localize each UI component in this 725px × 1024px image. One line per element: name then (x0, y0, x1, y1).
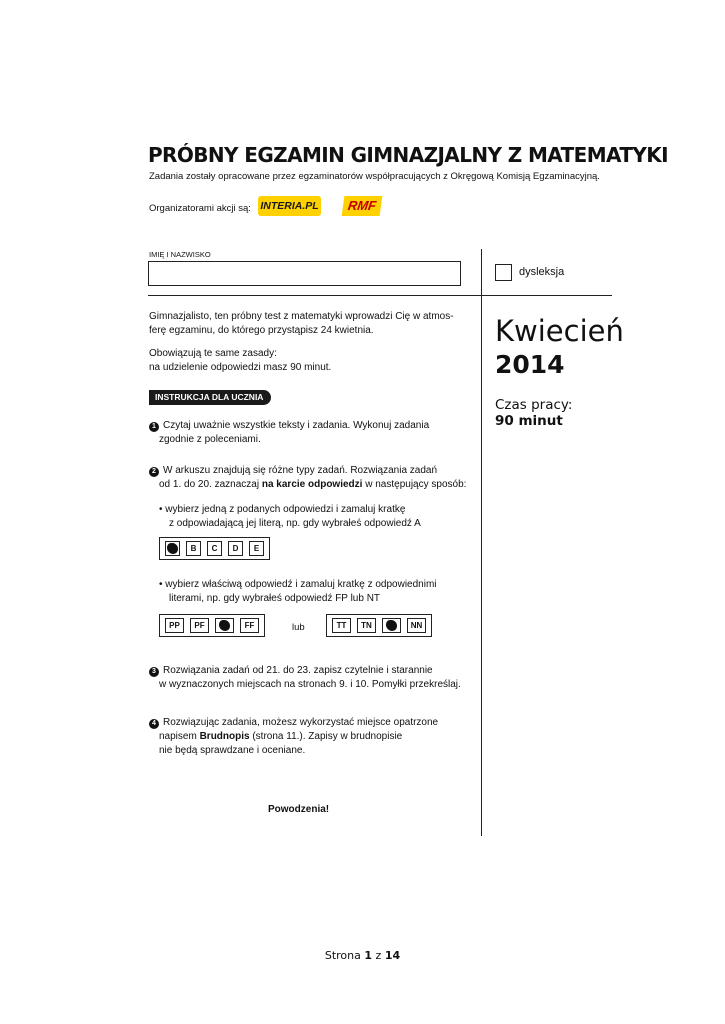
vertical-divider (481, 249, 482, 836)
instruction-emphasis: na karcie odpowiedzi (261, 479, 363, 490)
instruction-item-4 (149, 716, 438, 758)
or-label: lub (292, 622, 305, 633)
bullet-pair-choice (159, 578, 437, 606)
organizers-label: Organizatorami akcji są: (149, 203, 251, 214)
answer-options-pair-1 (159, 614, 265, 637)
instruction-text: Rozwiązania zadań od 21. do 23. zapisz czytelnie i starannie (163, 665, 433, 676)
current-page: 1 (364, 949, 373, 962)
intro-line: Gimnazjalisto, ten próbny test z matematyki wprowadzi Cię w atmos- (149, 311, 454, 322)
time-label: Czas pracy: (495, 397, 573, 413)
instruction-text: (strona 11.). Zapisy w brudnopisie (249, 731, 403, 742)
instruction-text: Czytaj uważnie wszystkie teksty i zadania. Wykonuj zadania (163, 420, 430, 431)
rules-line: na udzielenie odpowiedzi masz 90 minut. (149, 362, 332, 373)
answer-option-nt-filled[interactable] (382, 618, 401, 633)
bullet-icon: • (159, 579, 166, 590)
answer-option-fp-filled[interactable] (215, 618, 234, 633)
answer-option-tt[interactable]: TT (332, 618, 351, 633)
instruction-item-2 (149, 464, 466, 492)
exam-month: Kwiecień (495, 314, 624, 348)
exam-subtitle: Zadania zostały opracowane przez egzaminatorów współpracujących z Okręgową Komisją Egzaminacyjną. (149, 171, 600, 182)
instruction-text: Rozwiązując zadania, możesz wykorzystać miejsce opatrzone (163, 717, 439, 728)
answer-option-pf[interactable]: PF (190, 618, 209, 633)
bullet-text: z odpowiadającą jej literą, np. gdy wybrałeś odpowiedź A (169, 518, 421, 529)
filled-mark-icon (219, 620, 230, 631)
instruction-text: zgodnie z poleceniami. (159, 434, 261, 445)
dyslexia-label: dysleksja (519, 266, 565, 278)
name-label: IMIĘ I NAZWISKO (149, 250, 211, 259)
number-badge: 4 (149, 719, 159, 729)
filled-mark-icon (386, 620, 397, 631)
answer-option-b[interactable]: B (186, 541, 201, 556)
closing-text: Powodzenia! (268, 804, 330, 815)
name-field[interactable] (148, 261, 461, 286)
instruction-text: W arkuszu znajdują się różne typy zadań. Rozwiązania zadań (163, 465, 438, 476)
instruction-emphasis: Brudnopis (199, 731, 250, 742)
answer-option-c[interactable]: C (207, 541, 222, 556)
number-badge: 3 (149, 667, 159, 677)
answer-options-single (159, 537, 270, 560)
time-value: 90 minut (495, 413, 563, 429)
interia-logo: INTERIA.PL (258, 196, 321, 216)
horizontal-divider (148, 295, 612, 296)
filled-mark-icon (167, 543, 178, 554)
instruction-text: nie będą sprawdzane i oceniane. (159, 745, 306, 756)
answer-option-tn[interactable]: TN (357, 618, 376, 633)
intro-paragraph (149, 310, 454, 338)
bullet-text: literami, np. gdy wybrałeś odpowiedź FP lub NT (169, 593, 381, 604)
instructions-heading: INSTRUKCJA DLA UCZNIA (149, 390, 271, 405)
instruction-text: napisem (159, 731, 200, 742)
instruction-text: od 1. do 20. zaznaczaj (159, 479, 262, 490)
page-separator: z (372, 949, 385, 962)
rules-paragraph (149, 347, 331, 375)
bullet-text: wybierz właściwą odpowiedź i zamaluj kratkę z odpowiednimi (165, 579, 437, 590)
answer-options-pair-2 (326, 614, 432, 637)
instruction-item-1 (149, 419, 429, 447)
rules-line: Obowiązują te same zasady: (149, 348, 277, 359)
exam-title: PRÓBNY EGZAMIN GIMNAZJALNY Z MATEMATYKI (148, 143, 669, 167)
number-badge: 2 (149, 467, 159, 477)
intro-line: ferę egzaminu, do którego przystąpisz 24 kwietnia. (149, 325, 374, 336)
answer-option-d[interactable]: D (228, 541, 243, 556)
answer-option-pp[interactable]: PP (165, 618, 184, 633)
bullet-icon: • (159, 504, 166, 515)
answer-option-ff[interactable]: FF (240, 618, 259, 633)
page-prefix: Strona (324, 949, 365, 962)
exam-year: 2014 (495, 350, 565, 379)
bullet-text: wybierz jedną z podanych odpowiedzi i zamaluj kratkę (165, 504, 406, 515)
page-number (0, 949, 725, 962)
instruction-text: w następujący sposób: (362, 479, 467, 490)
answer-option-a-filled[interactable] (165, 541, 180, 556)
instruction-text: w wyznaczonych miejscach na stronach 9. i 10. Pomyłki przekreślaj. (159, 679, 461, 690)
answer-option-e[interactable]: E (249, 541, 264, 556)
total-pages: 14 (384, 949, 401, 962)
number-badge: 1 (149, 422, 159, 432)
dyslexia-checkbox[interactable] (495, 264, 512, 281)
answer-option-nn[interactable]: NN (407, 618, 426, 633)
instruction-item-3 (149, 664, 461, 692)
rmf-logo: RMF (342, 196, 383, 216)
bullet-single-choice (159, 503, 421, 531)
